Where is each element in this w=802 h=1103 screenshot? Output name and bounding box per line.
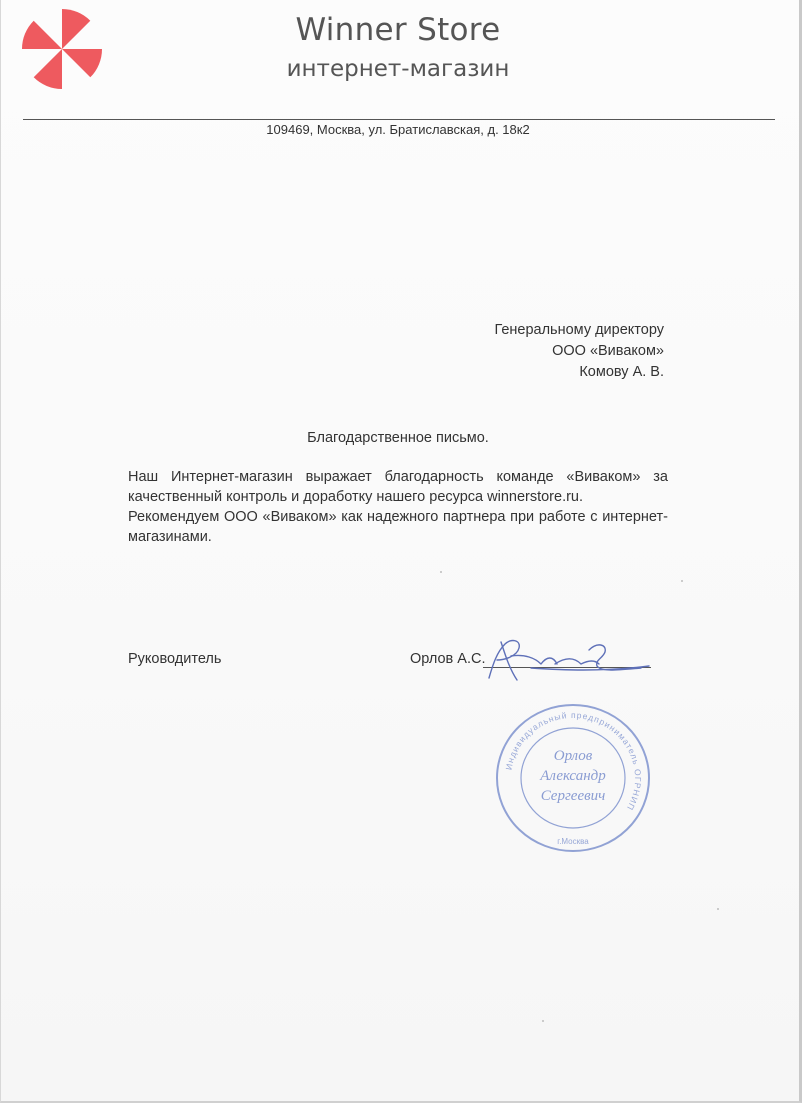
brand-title: Winner Store [295, 12, 501, 48]
addressee-position: Генеральному директору [494, 322, 664, 338]
company-stamp [494, 702, 652, 854]
paper-speck [542, 1020, 544, 1022]
body-paragraph: Рекомендуем ООО «Виваком» как надежного партнера при работе с интернет-магазинами. [128, 509, 668, 545]
addressee-company: ООО «Виваком» [552, 343, 664, 359]
paper-speck [440, 571, 442, 573]
paper-speck [681, 580, 683, 582]
letter-body [128, 467, 668, 547]
handwritten-signature [471, 634, 651, 684]
brand-subtitle: интернет-магазин [286, 56, 510, 82]
signer-role: Руководитель [128, 651, 222, 667]
stamp-city: г.Москва [557, 837, 589, 846]
letter-title: Благодарственное письмо. [307, 430, 489, 446]
stamp-surname: Орлов [553, 748, 593, 764]
company-address: 109469, Москва, ул. Братиславская, д. 18к2 [266, 122, 530, 137]
addressee-block [494, 320, 664, 383]
paper-speck [717, 908, 719, 910]
header-divider [23, 119, 775, 120]
winner-store-logo [21, 8, 103, 90]
stamp-patronymic: Сергеевич [540, 788, 606, 804]
stamp-first-name: Александр [540, 768, 606, 784]
signer-name: Орлов А.С. [410, 651, 486, 667]
body-paragraph: Наш Интернет-магазин выражает благодарность команде «Виваком» за качественный контроль и доработку нашего ресурса winnerstore.ru. [128, 469, 668, 505]
stamp-ring-text: Индивидуальный предприниматель ОГРНИП [503, 709, 644, 813]
addressee-name: Комову А. В. [579, 364, 664, 380]
